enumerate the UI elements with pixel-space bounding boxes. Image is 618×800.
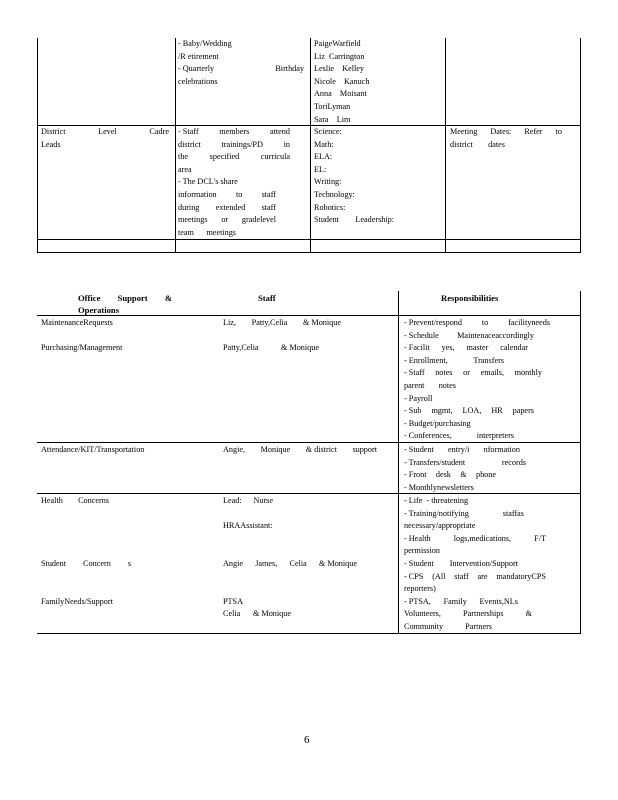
subject-label: Writing:	[314, 177, 342, 187]
list-item: - Enrollment, Transfers	[404, 355, 504, 365]
subject-label: Science:	[314, 127, 342, 136]
list-item: - Quarterly Birthday	[178, 64, 304, 74]
list-item: - Student entry/i nformation	[404, 445, 520, 454]
list-item: celebrations	[178, 76, 218, 86]
list-item: parent notes	[404, 380, 456, 390]
row2-responsibilities	[404, 444, 550, 494]
subject-label: Student Leadership:	[314, 215, 394, 225]
list-item: - Training/notifying staffas	[404, 508, 524, 518]
table-cell: Lead: Nurse	[223, 496, 273, 505]
row1-items	[41, 317, 122, 355]
staff-name: Nicole Kanuch	[314, 76, 370, 86]
list-item: Volunteers, Partnerships &	[404, 609, 532, 619]
row2-items	[41, 444, 144, 457]
staff-name: Sara Lim	[314, 114, 351, 124]
row2-staff	[223, 444, 377, 457]
table-cell: Purchasing/Management	[41, 343, 123, 353]
table-border-col-divider	[398, 291, 399, 634]
dlc-meeting: Meeting Dates: Refer to district dates	[450, 127, 562, 149]
table-cell: Liz, Patty,Celia & Monique	[223, 318, 341, 327]
list-item: - Conferences, interpreters	[404, 431, 514, 441]
list-item: - Sub mgmt, LOA, HR papers	[404, 406, 534, 416]
subject-label: Robotics:	[314, 202, 346, 212]
subject-label: ELA:	[314, 152, 333, 162]
staff-name: PaigeWarfield	[314, 39, 361, 48]
list-item: - Staff notes or emails, monthly	[404, 368, 542, 378]
list-item: - Student Intervention/Support	[404, 558, 518, 568]
table-cell: MaintenanceRequests	[41, 318, 113, 327]
row3-responsibilities	[404, 495, 546, 634]
table-cell: Patty,Celia & Monique	[223, 343, 319, 353]
list-item: - CPS (All staff are mandatoryCPS	[404, 571, 546, 581]
list-item: - Health logs,medications, F/T	[404, 533, 546, 543]
table-rule	[37, 252, 581, 253]
page-number: 6	[304, 734, 310, 746]
dlc-activities: - Staff members attend district trainings/PD in the specified curricula area - The DCL's share information to staff during extended staff meetings or gradelevel team meetings	[178, 127, 290, 237]
table-border-right	[580, 38, 581, 253]
table-cell: Celia & Monique	[223, 609, 291, 619]
list-item: - Baby/Wedding	[178, 39, 232, 48]
row1-responsibilities	[404, 317, 550, 443]
table-border-left	[37, 38, 38, 253]
table-cell: Angie James, Celia & Monique	[223, 558, 357, 568]
list-item: - Payroll	[404, 393, 433, 403]
table-border-right	[580, 291, 581, 634]
list-item: - Front desk & phone	[404, 470, 496, 480]
list-item: - Prevent/respond to facilityneeds	[404, 318, 550, 327]
list-item: - Monthlynewsletters	[404, 482, 474, 492]
list-item: - Life - threatening	[404, 496, 469, 505]
continued-staff	[314, 38, 369, 126]
table-cell: Student Concern s	[41, 558, 131, 568]
list-item: - Facilit yes, master calendar	[404, 343, 528, 353]
table-rule	[37, 239, 581, 240]
list-item: - Schedule Maintenaceaccordingly	[404, 330, 534, 340]
header-staff: Staff	[258, 293, 276, 303]
header-office-support: Office Support & Operations	[78, 293, 172, 315]
list-item: - PTSA, Family Events,NLs	[404, 596, 518, 606]
staff-name: Leslie Kelley	[314, 64, 365, 74]
staff-name: Anna Moisant	[314, 89, 367, 99]
table-cell: FamilyNeeds/Support	[41, 596, 113, 606]
list-item: necessary/appropriate	[404, 521, 476, 531]
list-item: - Transfers/student records	[404, 457, 526, 467]
list-item: reporters)	[404, 584, 436, 594]
table-cell: Health Concerns	[41, 496, 109, 505]
list-item: - Budget/purchasing	[404, 418, 471, 428]
table-cell: HRAAssistant:	[223, 521, 273, 531]
dlc-staff	[314, 126, 394, 227]
table-border-col3	[310, 38, 311, 253]
row3-items	[41, 495, 131, 608]
row3-staff	[223, 495, 357, 621]
list-item: permission	[404, 546, 440, 556]
table-cell: PTSA	[223, 596, 244, 606]
list-item: Community Partners	[404, 621, 492, 631]
list-item: /R etirement	[178, 51, 219, 61]
subject-label: Technology:	[314, 189, 355, 199]
subject-label: Math:	[314, 139, 334, 149]
table-border-col4	[445, 38, 446, 253]
table-border-col2	[175, 38, 176, 253]
table-cell: Angie, Monique & district support	[223, 445, 377, 454]
table-cell: Attendance/KIT/Transportation	[41, 445, 145, 454]
staff-name: Liz Carrington	[314, 51, 365, 61]
subject-label: EL:	[314, 164, 327, 174]
header-responsibilities: Responsibilities	[441, 293, 499, 303]
continued-activities	[178, 38, 304, 88]
dlc-role: District Level Cadre Leads	[41, 127, 169, 149]
staff-name: ToriLyman	[314, 101, 351, 111]
row1-staff	[223, 317, 341, 355]
